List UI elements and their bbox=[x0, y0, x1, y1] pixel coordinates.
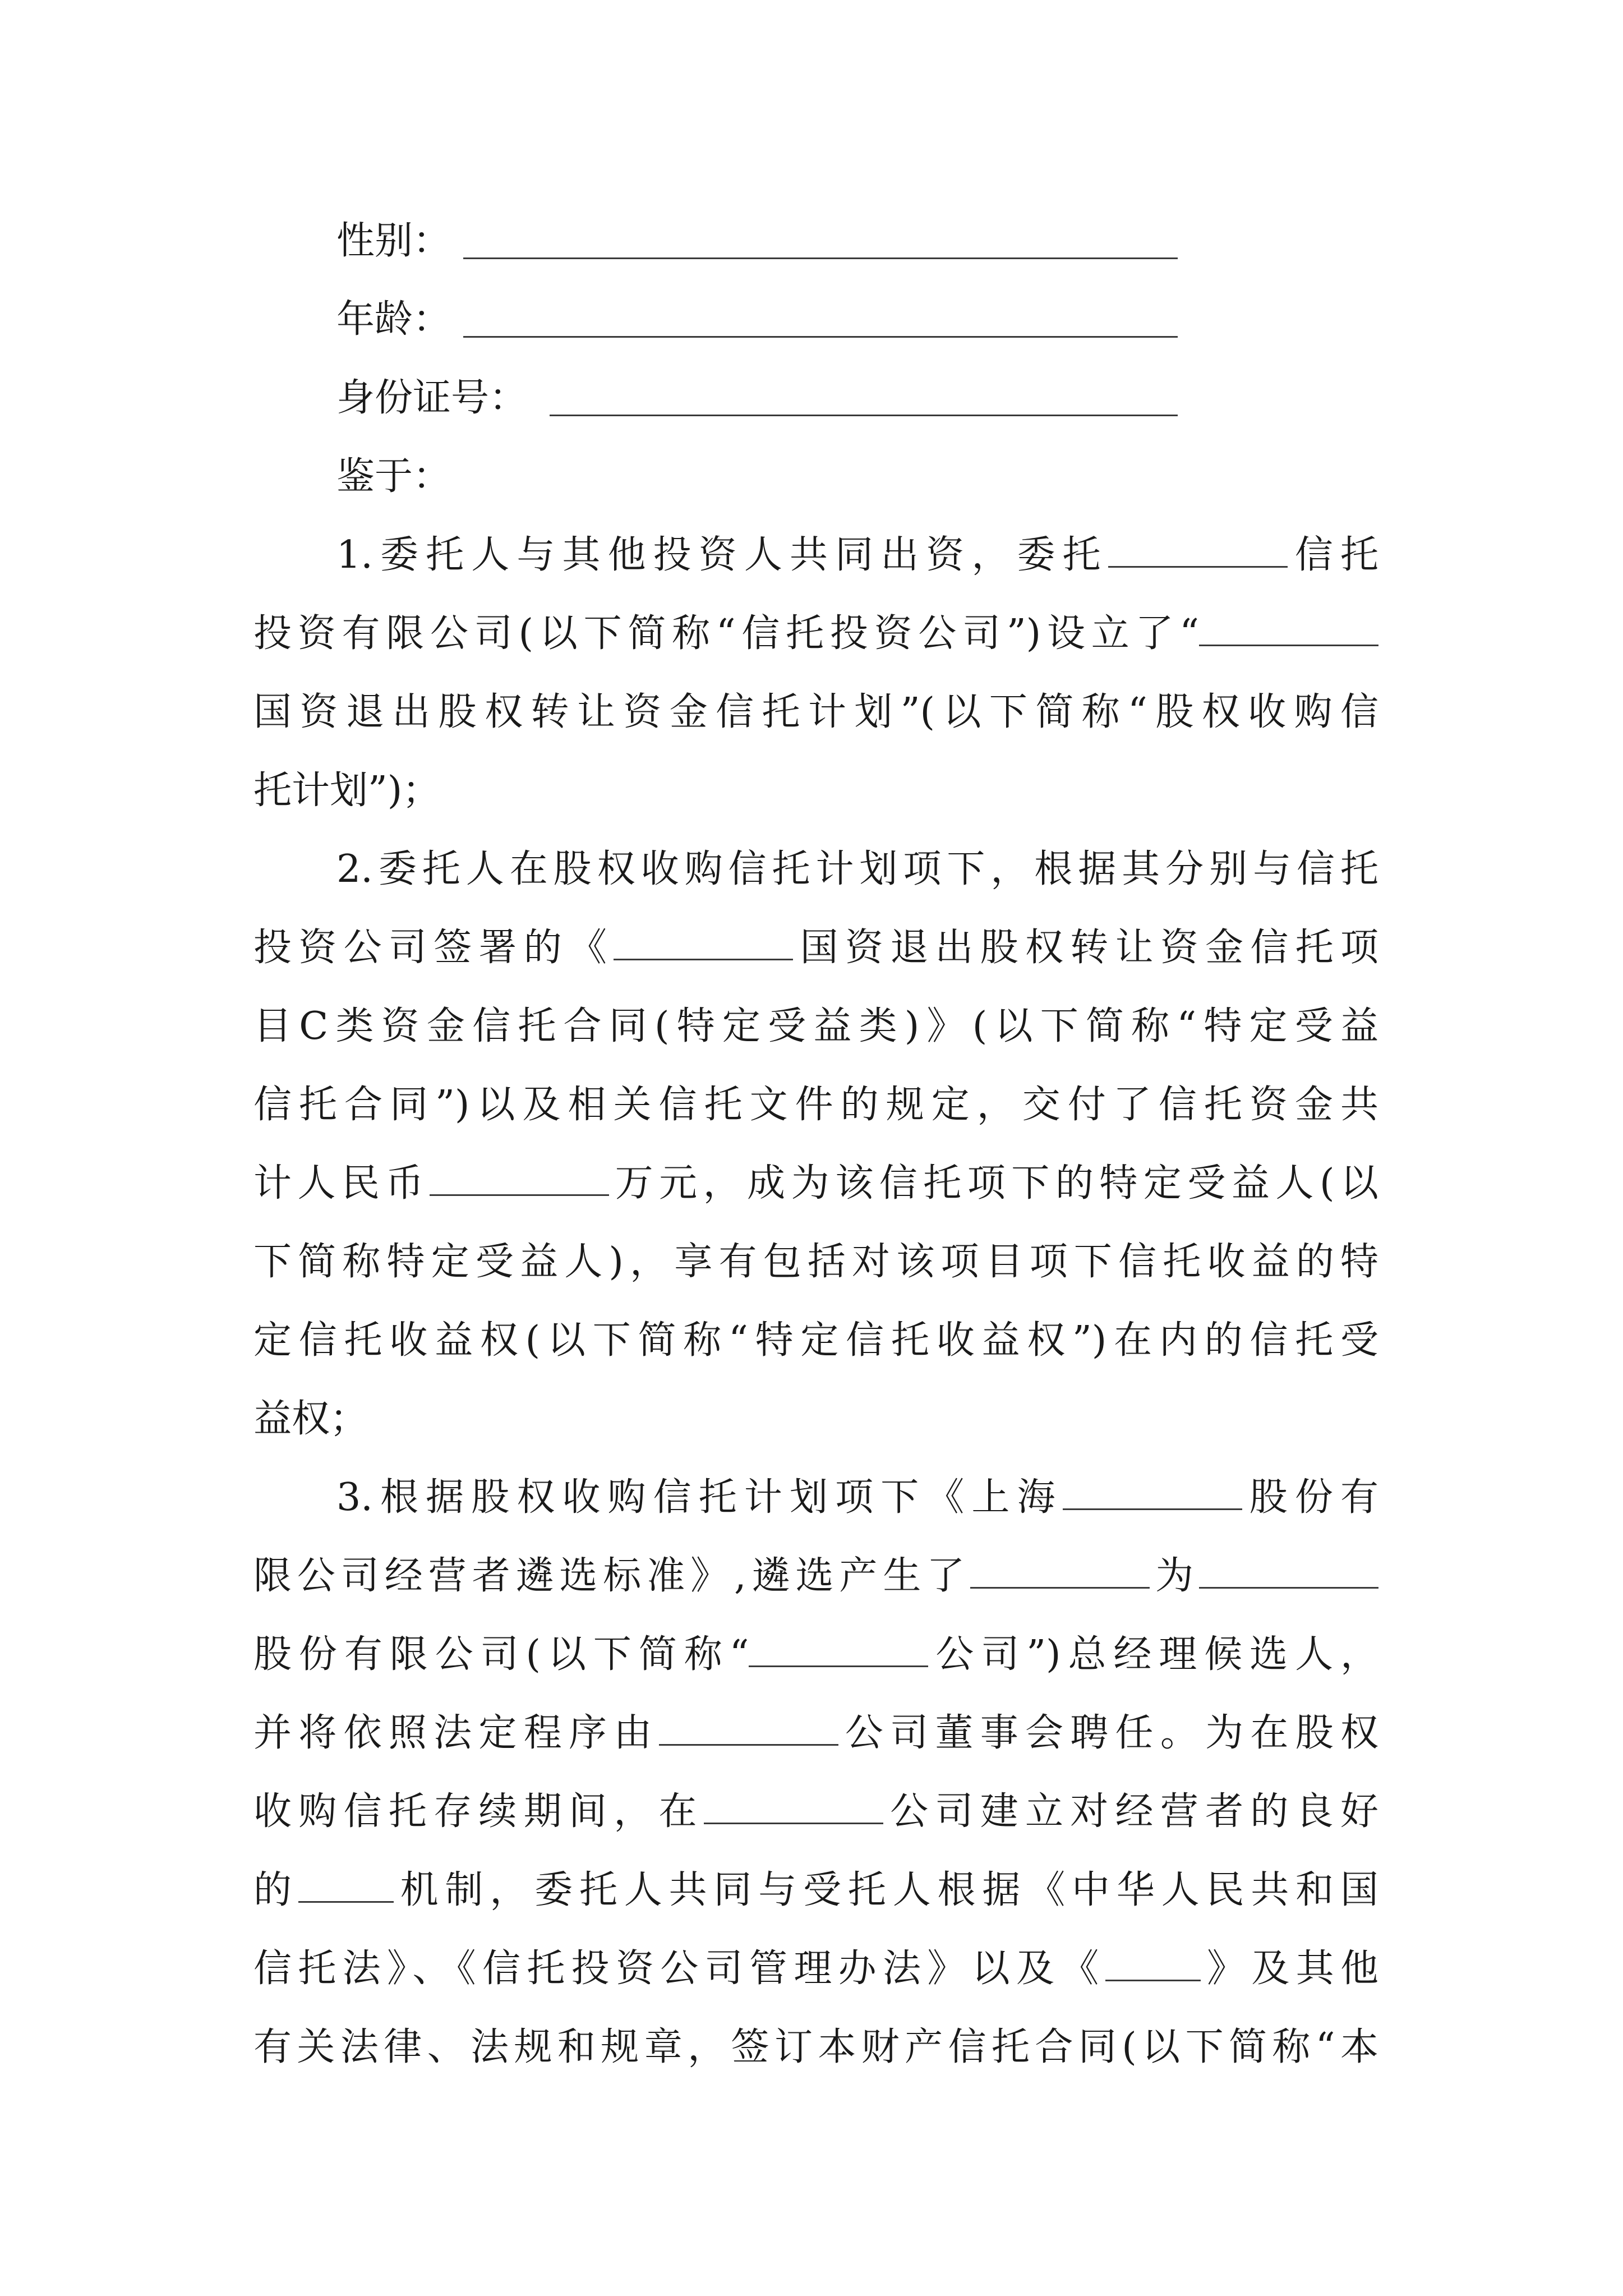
p3-line-2: 限公司经营者遴选标准》,遴选产生了 为 bbox=[253, 1537, 1378, 1616]
p1-line-4: 托计划”)； bbox=[253, 769, 441, 813]
blank-candidate bbox=[970, 1554, 1150, 1589]
p2-line-2: 投资公司签署的《 国资退出股权转让资金信托项 bbox=[253, 926, 1378, 970]
p3-line-4: 并将依照法定程序由 公司董事会聘任。为在股权 bbox=[253, 1711, 1378, 1755]
p3-line-6: 的 机制，委托人共同与受托人根据《中华人民共和国 bbox=[253, 1868, 1378, 1912]
id-label: 身份证号： bbox=[336, 376, 528, 420]
blank-plan-name bbox=[1199, 612, 1378, 646]
p3-line-3: 股份有限公司(以下简称“ 公司”)总经理候选人， bbox=[253, 1632, 1378, 1677]
p1-line-3: 国资退出股权转让资金信托计划”(以下简称“股权收购信 bbox=[253, 690, 1378, 734]
p2-line-1: 2.委托人在股权收购信托计划项下，根据其分别与信托 bbox=[336, 847, 1378, 891]
blank-regulation bbox=[1105, 1947, 1201, 1981]
p3-line-5: 收购信托存续期间，在 公司建立对经营者的良好 bbox=[253, 1789, 1378, 1834]
p2-line-3: 目C类资金信托合同(特定受益类)》(以下简称“特定受益 bbox=[253, 1004, 1378, 1048]
p2-line-7: 定信托收益权(以下简称“特定信托收益权”)在内的信托受 bbox=[253, 1318, 1378, 1363]
p2-line-5: 计人民币 万元，成为该信托项下的特定受益人(以 bbox=[253, 1161, 1378, 1205]
blank-company-name bbox=[1199, 1554, 1378, 1589]
blank-mechanism bbox=[298, 1869, 394, 1903]
gender-field bbox=[336, 202, 1178, 280]
age-label: 年龄： bbox=[336, 297, 451, 342]
p3-line-7: 信托法》、《信托投资公司管理办法》以及《 》及其他 bbox=[253, 1947, 1378, 1991]
blank-company-short bbox=[749, 1633, 928, 1667]
p3-line-1: 3.根据股权收购信托计划项下《上海 股份有 bbox=[336, 1475, 1378, 1520]
p3-line-8: 有关法律、法规和规章，签订本财产信托合同(以下简称“本 bbox=[253, 2025, 1378, 2069]
blank-company-establish bbox=[704, 1790, 883, 1824]
p1-line-2: 投资有限公司(以下简称“信托投资公司”)设立了“ bbox=[253, 595, 1378, 673]
gender-blank bbox=[463, 257, 1178, 259]
age-blank bbox=[463, 336, 1178, 338]
p2-line-4: 信托合同”)以及相关信托文件的规定，交付了信托资金共 bbox=[253, 1083, 1378, 1127]
p1-line-1: 1.委托人与其他投资人共同出资，委托 信托 bbox=[336, 533, 1378, 577]
gender-label: 性别： bbox=[336, 219, 451, 263]
preamble: 鉴于： bbox=[336, 454, 451, 499]
age-field bbox=[336, 280, 1178, 359]
id-blank bbox=[550, 415, 1178, 416]
p2-line-8: 益权； bbox=[253, 1397, 368, 1441]
blank-trust-company bbox=[1108, 533, 1288, 568]
p2-line-6: 下简称特定受益人)，享有包括对该项目项下信托收益的特 bbox=[253, 1240, 1378, 1284]
blank-shanghai-company bbox=[1063, 1476, 1242, 1510]
blank-company-board bbox=[659, 1711, 838, 1746]
blank-amount bbox=[430, 1162, 609, 1196]
blank-contract-name bbox=[614, 926, 793, 960]
id-field bbox=[336, 359, 1178, 438]
